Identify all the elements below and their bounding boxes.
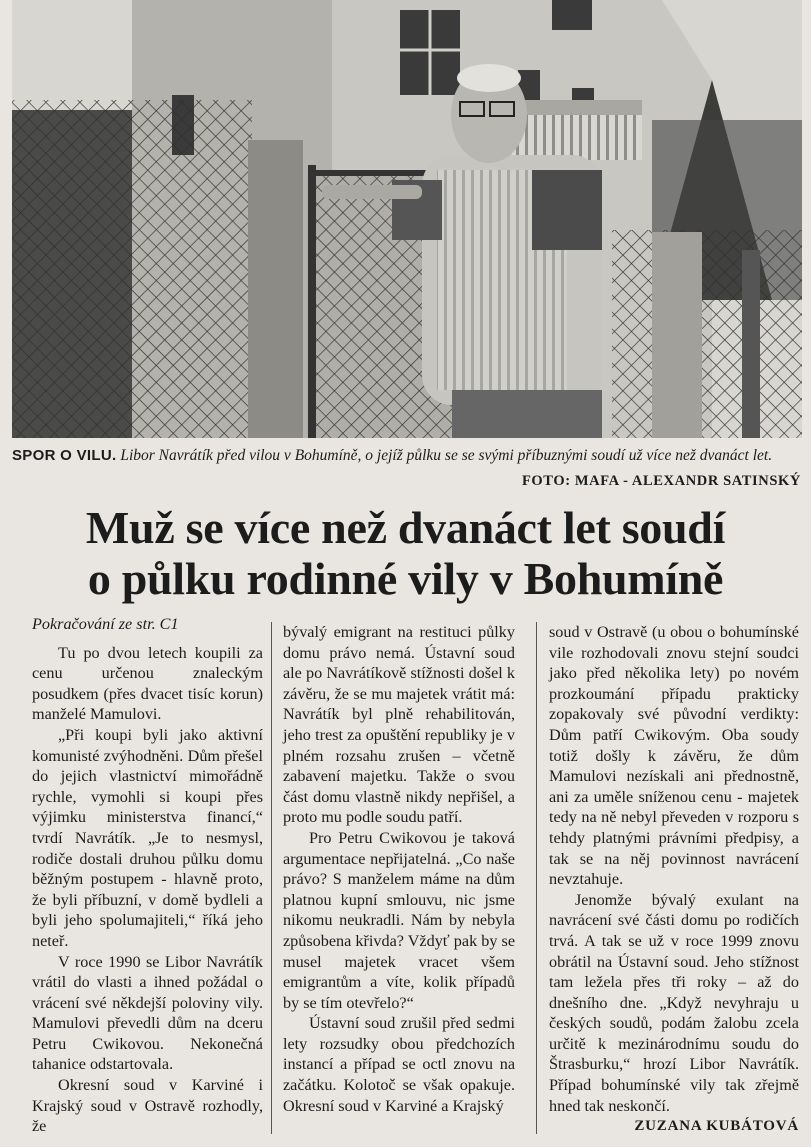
author-byline: ZUZANA KUBÁTOVÁ (634, 1118, 799, 1135)
article-photo (12, 0, 802, 438)
headline (0, 502, 811, 604)
article-column-2 (283, 622, 515, 1116)
paragraph: Pro Petru Cwikovou je taková argumentace nepřijatelná. „Co naše právo? S manželem máme na dům platnou kupní smlouvu, nic jsme nikomu neukradli. Nám by nebyla způsobena křivda? Vždyť pak by se musel majetek vracet všem emigrantům a víte, kolik případů by se tím otevřelo?“ (283, 828, 515, 1012)
paragraph: Okresní soud v Karviné i Krajský soud v Ostravě rozhodly, že (32, 1076, 263, 1136)
caption-text: Libor Navrátík před vilou v Bohumíně, o jejíž půlku se se svými příbuznými soudí už více než dvanáct let. (120, 447, 773, 464)
column-divider (271, 622, 272, 1134)
caption-lead: SPOR O VILU. (12, 447, 117, 464)
continued-note: Pokračování ze str. C1 (32, 615, 179, 633)
photo-villa-gate (12, 0, 802, 438)
headline-line-2: o půlku rodinné vily v Bohumíně (87, 553, 724, 604)
paragraph: soud v Ostravě (u obou o bohumínské vile rozhodovali znovu stejní soudci jako před několika lety) po novém prozkoumání případu prakticky zopakovaly své původní verdikty: Dům patří Cwikovým. Oba soudy totiž došly k závěru, že dům Mamulovi nezískali ani přednostně, ani za uměle sníženou cenu - majetek tedy na ně nebyl převeden v rozporu s tehdy platnými právními předpisy, a tak se na něj povinnost navrácení nevztahuje. (549, 623, 799, 889)
paragraph: Ústavní soud zrušil před sedmi lety rozsudky obou předchozích instancí a případ se octl znovu na začátku. Kolotoč se však opakuje. Okresní soud v Karviné a Krajský (283, 1014, 515, 1115)
paragraph: bývalý emigrant na restituci půlky domu právo nemá. Ústavní soud ale po Navrátíkově stížnosti došel k závěru, že se mu majetek vrátit má: Navrátík byl plně rehabilitován, jeho trest za opuštění republiky je v plném rozsahu zrušen – včetně zabavení majetku. Takže o svou část domu vlastně nikdy nepřišel, a proto mu podle soudu patří. (283, 623, 515, 827)
article-column-1 (32, 614, 263, 1137)
headline-line-1: Muž se více než dvanáct let soudí (85, 502, 726, 553)
column-divider (536, 622, 537, 1134)
paragraph: Jenomže bývalý exulant na navrácení své části domu po rodičích trvá. A tak se už v roce 1999 znovu obrátil na Ústavní soud. Jeho stížnost tam ležela přes tři roky – až do dnešního dne. „Když nevyhraju u českých soudů, podám žalobu zcela určitě k mezinárodnímu soudu do Štrasburku,“ hrozí Libor Navrátík. Případ bohumínské vily tak zřejmě hned tak neskončí. (549, 890, 799, 1115)
paragraph: „Při koupi byli jako aktivní komunisté zvýhodněni. Dům přešel do jejich vlastnictví mimořádně rychle, vymohli si koupi přes výjimku ministerstva financí,“ tvrdí Navrátík. „Je to nesmysl, rodiče dostali druhou půlku domu běžným postupem - hlavně proto, že byli příbuzní, v domě bydleli a byli jeho spolumajiteli,“ říká jeho neteř. (32, 725, 263, 950)
photo-caption (12, 446, 802, 465)
paragraph: V roce 1990 se Libor Navrátík vrátil do vlasti a ihned požádal o vrácení své někdejší poloviny vily. Mamulovi převedli dům na dceru Petru Cwikovou. Nekonečná tahanice odstartovala. (32, 952, 263, 1074)
photo-credit: FOTO: MAFA - ALEXANDR SATINSKÝ (521, 473, 801, 489)
article-column-3 (549, 622, 799, 1137)
paragraph: Tu po dvou letech koupili za cenu určenou znaleckým posudkem (přes dvacet tisíc korun) manželé Mamulovi. (32, 643, 263, 724)
